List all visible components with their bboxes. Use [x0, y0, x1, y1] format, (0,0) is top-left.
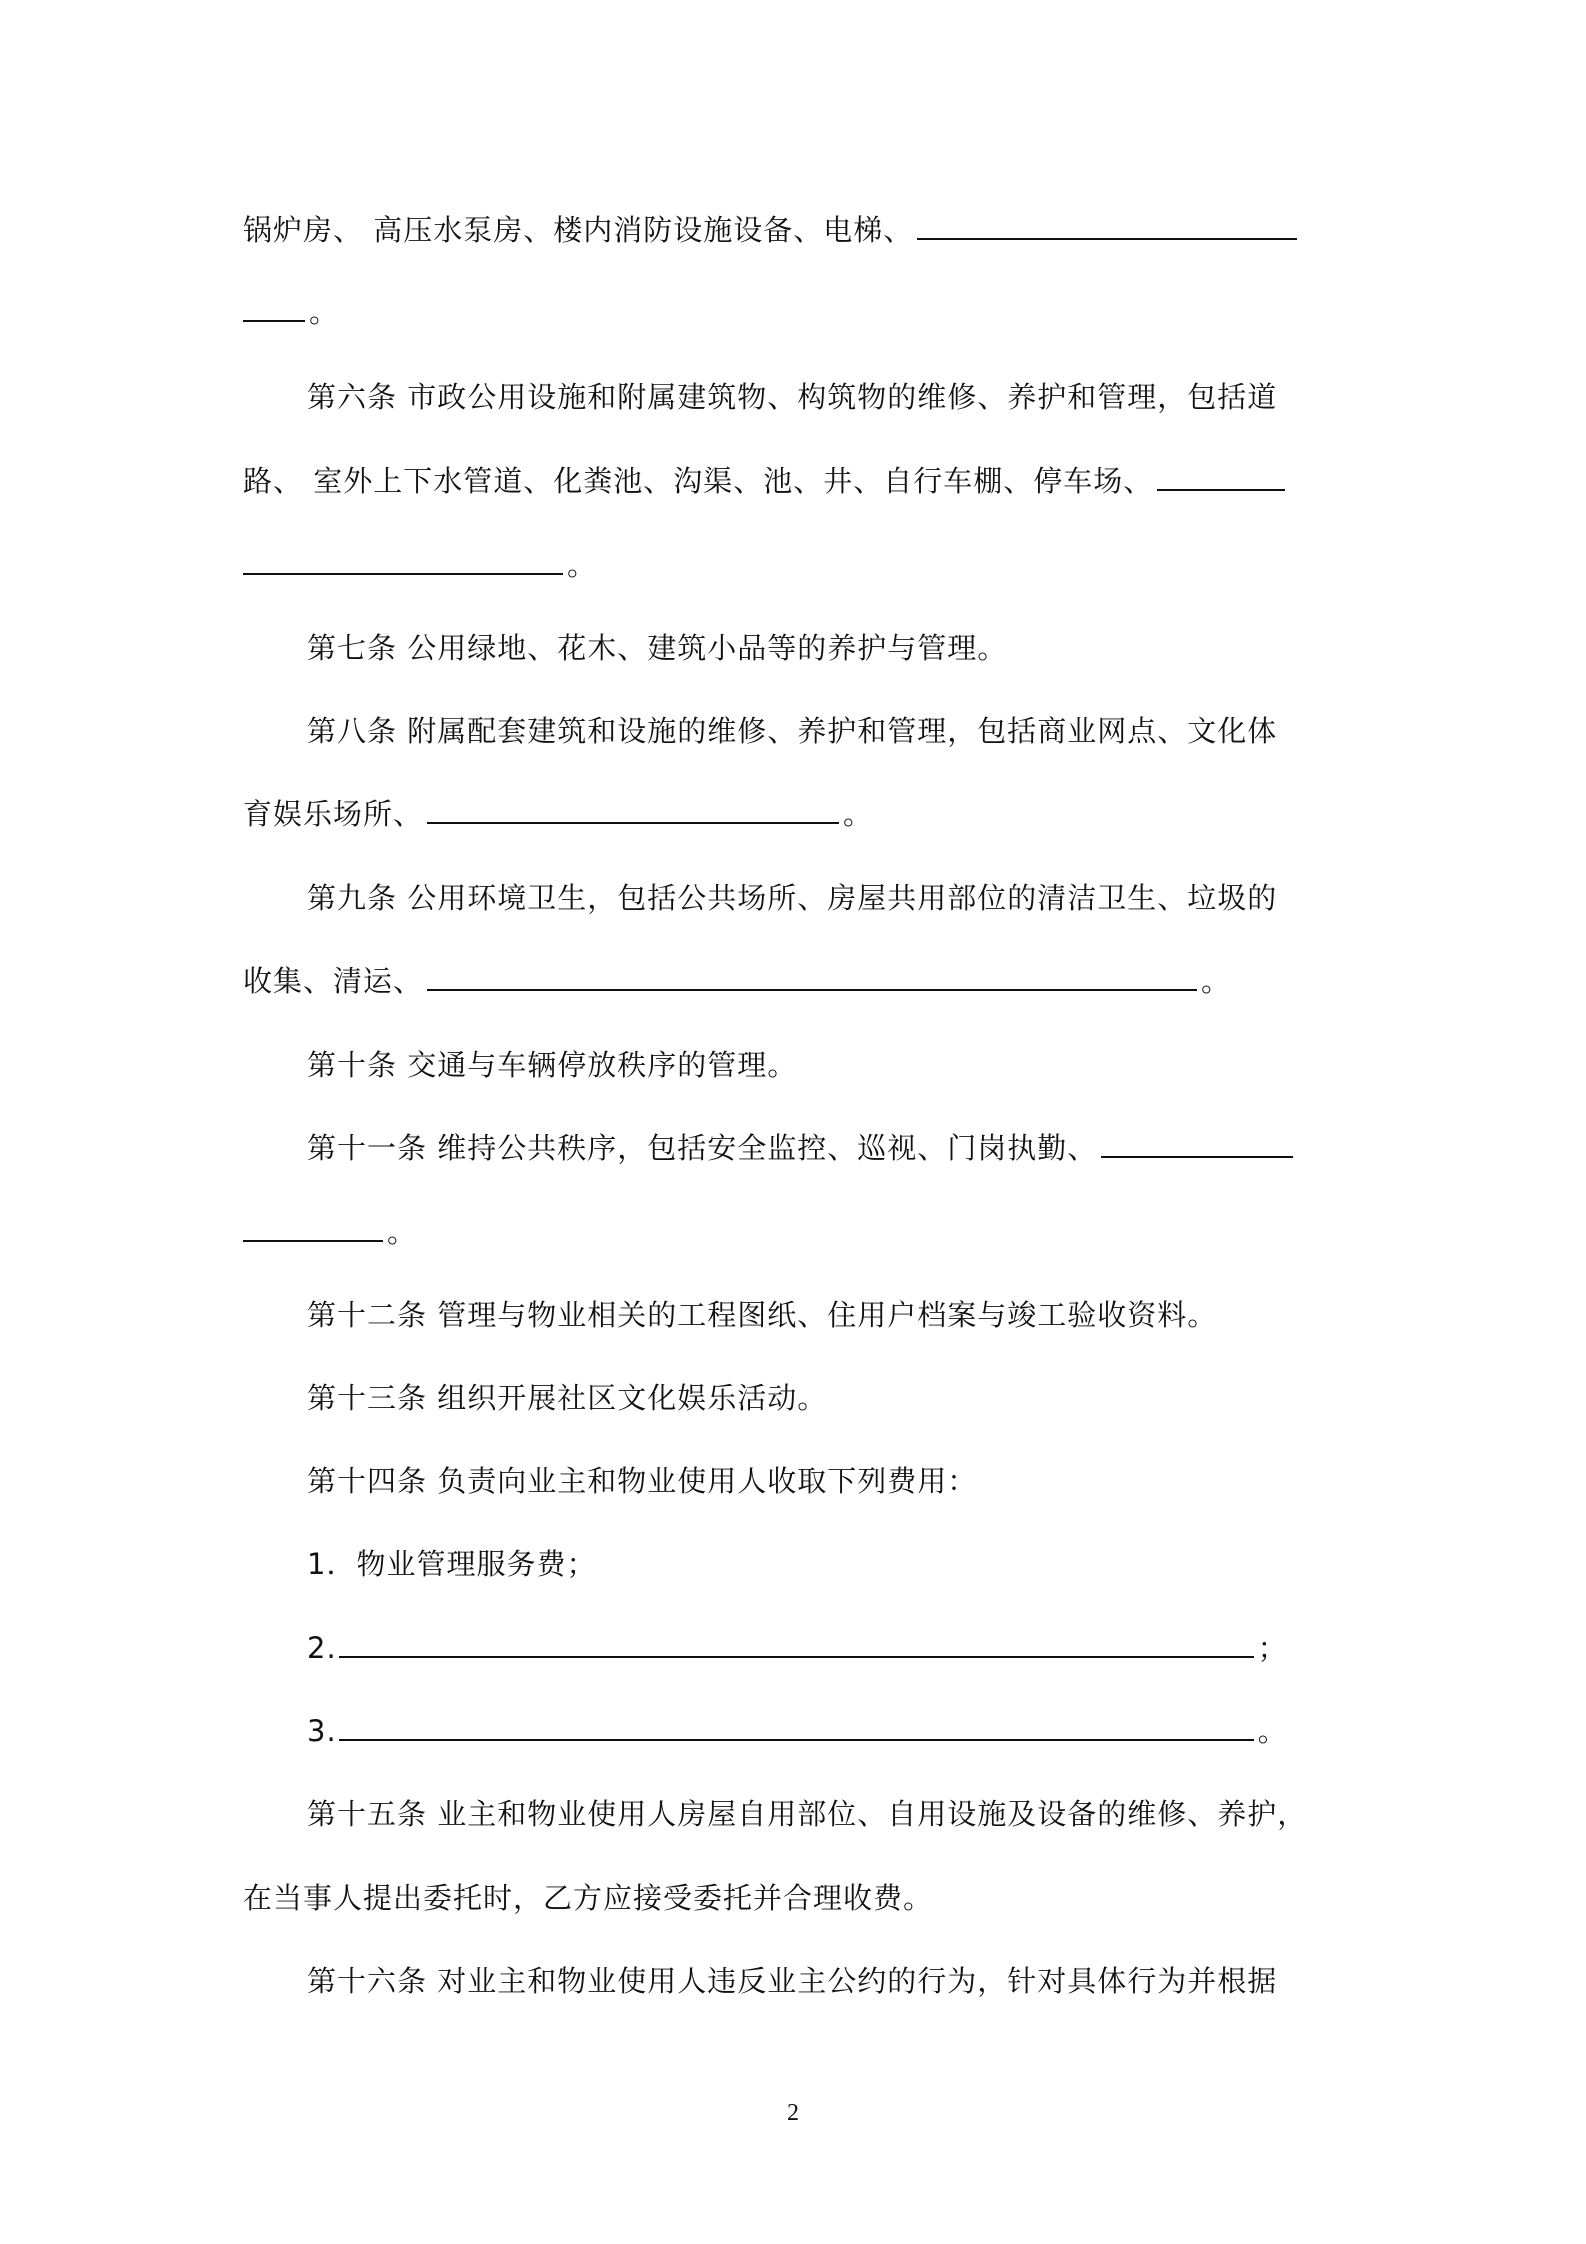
line-text: 第十条 交通与车辆停放秩序的管理。	[307, 1048, 798, 1082]
fill-in-blank	[1101, 1126, 1293, 1158]
article-16-line-1	[243, 1957, 1358, 2005]
article-7	[243, 624, 1358, 672]
line-text: 第十二条 管理与物业相关的工程图纸、住用户档案与竣工验收资料。	[307, 1298, 1218, 1332]
fee-item-1	[243, 1540, 1358, 1588]
fill-in-blank	[339, 1709, 1254, 1741]
fee-item-2	[243, 1624, 1358, 1672]
article-14	[243, 1457, 1358, 1505]
fill-in-blank	[917, 208, 1297, 240]
line-text: 第七条 公用绿地、花木、建筑小品等的养护与管理。	[307, 631, 1008, 665]
fill-in-blank	[243, 543, 563, 575]
line-text: 第十五条 业主和物业使用人房屋自用部位、自用设施及设备的维修、养护，	[307, 1797, 1308, 1831]
line-text: 收集、清运、	[243, 964, 424, 998]
article-11-line-1	[243, 1124, 1358, 1172]
fee-item-3	[243, 1707, 1358, 1755]
line-tail: 。	[387, 1215, 418, 1249]
line-text: 锅炉房、 高压水泵房、楼内消防设施设备、电梯、	[243, 213, 914, 247]
article-10	[243, 1041, 1358, 1089]
line-tail: 。	[843, 797, 874, 831]
line-text: 第十一条 维持公共秩序，包括安全监控、巡视、门岗执勤、	[307, 1131, 1098, 1165]
line-text: 第九条 公用环境卫生，包括公共场所、房屋共用部位的清洁卫生、垃圾的	[307, 881, 1278, 915]
article-6-line-2	[243, 457, 1358, 505]
line-tail: 。	[1257, 1714, 1288, 1748]
article-9-line-1	[243, 874, 1358, 922]
line-tail: 。	[309, 295, 340, 329]
fill-in-blank	[1157, 459, 1285, 491]
line-text: 路、 室外上下水管道、化粪池、沟渠、池、井、自行车棚、停车场、	[243, 464, 1154, 498]
article-15-line-2	[243, 1874, 1358, 1922]
article-8-line-2	[243, 790, 1358, 838]
text-line-continuation-1	[243, 288, 1358, 336]
line-tail: 。	[1201, 964, 1232, 998]
line-text: 第六条 市政公用设施和附属建筑物、构筑物的维修、养护和管理，包括道	[307, 380, 1278, 414]
article-6-line-3	[243, 541, 1358, 589]
text-line-boiler-room	[243, 206, 1358, 254]
article-12	[243, 1291, 1358, 1339]
article-8-line-1	[243, 707, 1358, 755]
line-text: 第八条 附属配套建筑和设施的维修、养护和管理，包括商业网点、文化体	[307, 714, 1278, 748]
fill-in-blank	[339, 1626, 1254, 1658]
article-13	[243, 1374, 1358, 1422]
line-text: 第十四条 负责向业主和物业使用人收取下列费用：	[307, 1464, 978, 1498]
article-15-line-1	[243, 1790, 1358, 1838]
line-text: 2.	[307, 1631, 337, 1665]
fill-in-blank	[243, 290, 305, 322]
article-11-line-2	[243, 1208, 1358, 1256]
line-text: 1．物业管理服务费；	[307, 1547, 597, 1581]
line-text: 育娱乐场所、	[243, 797, 424, 831]
line-text: 第十三条 组织开展社区文化娱乐活动。	[307, 1381, 828, 1415]
page-number: 2	[787, 2100, 799, 2126]
fill-in-blank	[427, 792, 839, 824]
article-6-line-1	[243, 373, 1358, 421]
fill-in-blank	[427, 959, 1197, 991]
line-text: 第十六条 对业主和物业使用人违反业主公约的行为，针对具体行为并根据	[307, 1964, 1278, 1998]
fill-in-blank	[243, 1210, 383, 1242]
line-text: 在当事人提出委托时，乙方应接受委托并合理收费。	[243, 1881, 934, 1915]
line-text: 3.	[307, 1714, 337, 1748]
line-tail: 。	[567, 548, 598, 582]
article-9-line-2	[243, 957, 1358, 1005]
line-tail: ；	[1257, 1631, 1288, 1665]
